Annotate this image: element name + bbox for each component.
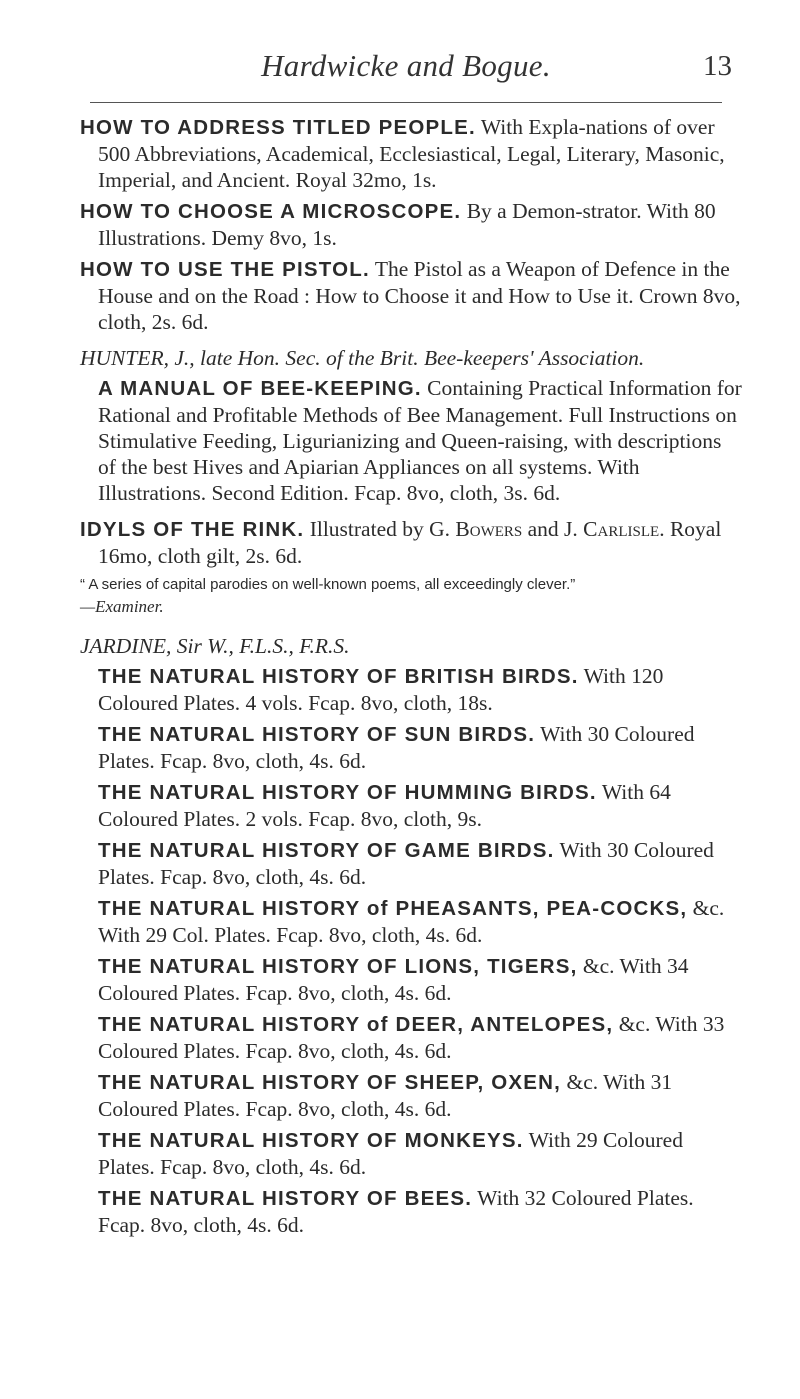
author-heading: JARDINE, Sir W., F.L.S., F.R.S. [80,634,350,658]
catalogue-entry [80,1185,742,1238]
catalogue-entry [80,837,742,890]
entry-description: With 120 Coloured Plates. 4 vols. Fcap. 8vo, cloth, 18s. [98,664,664,715]
catalogue-entry [80,895,742,948]
entry-title: HOW TO USE THE PISTOL. [80,258,370,281]
quote-text: “ A series of capital parodies on well-known poems, all exceedingly clever.” [80,576,576,593]
entry-description: &c. With 29 Col. Plates. Fcap. 8vo, cloth, 4s. 6d. [98,896,725,947]
entry-description: Containing Practical Information for Rational and Profitable Methods of Bee Management. Full Instructions on Stimulative Feeding, Ligurianizing and Queen-raising, with descriptions of the best Hives and Apiarian Appliances on all systems. With Illustrations. Second Edition. Fcap. 8vo, cloth, 3s. 6d. [98,376,742,505]
entry-description: &c. With 33 Coloured Plates. Fcap. 8vo, cloth, 4s. 6d. [98,1012,725,1063]
entry-title: HOW TO CHOOSE A MICROSCOPE. [80,200,462,223]
catalogue-entry [80,721,742,774]
entry-title: THE NATURAL HISTORY OF SUN BIRDS. [98,723,536,746]
catalogue-entry [80,779,742,832]
header-rule [90,102,722,103]
illustrator-name: Bowers [455,517,523,541]
catalogue-entry [80,198,742,251]
entry-title: IDYLS OF THE RINK. [80,518,305,541]
catalogue-entry: IDYLS OF THE RINK. Illustrated by G. Bowers and J. Carlisle. Royal 16mo, cloth gilt, 2s. 6d. [80,517,722,568]
catalogue-entry [80,114,742,193]
catalogue-entry [80,1069,742,1122]
entry-description: With 30 Coloured Plates. Fcap. 8vo, cloth, 4s. 6d. [98,838,714,889]
entry-title: THE NATURAL HISTORY OF HUMMING BIRDS. [98,781,597,804]
entry-description: With 30 Coloured Plates. Fcap. 8vo, cloth, 4s. 6d. [98,722,695,773]
entry-description: By a Demon-strator. With 80 Illustrations. Demy 8vo, 1s. [98,199,716,250]
catalogue-entry [80,256,742,335]
catalogue-entry [80,1127,742,1180]
jardine-list [80,663,742,1238]
entry-description: &c. With 34 Coloured Plates. Fcap. 8vo, cloth, 4s. 6d. [98,954,689,1005]
entry-title: THE NATURAL HISTORY OF MONKEYS. [98,1129,524,1152]
quote-source: —Examiner. [80,597,164,616]
page-number: 13 [703,50,732,82]
running-head: Hardwicke and Bogue. [261,48,551,83]
entry-title: THE NATURAL HISTORY OF GAME BIRDS. [98,839,555,862]
entry-description: With 32 Coloured Plates. Fcap. 8vo, cloth, 4s. 6d. [98,1186,694,1237]
entry-title: THE NATURAL HISTORY OF LIONS, TIGERS, [98,955,578,978]
entry-description: With 29 Coloured Plates. Fcap. 8vo, cloth, 4s. 6d. [98,1128,683,1179]
entry-title: A MANUAL OF BEE-KEEPING. [98,377,422,400]
entry-title: THE NATURAL HISTORY of PHEASANTS, PEA-COCKS, [98,897,688,920]
entry-description: With Expla-nations of over 500 Abbreviations, Academical, Ecclesiastical, Legal, Literary, Masonic, Imperial, and Ancient. Royal 32mo, 1s. [98,115,725,192]
catalogue-entry [80,1011,742,1064]
entry-title: THE NATURAL HISTORY of DEER, ANTELOPES, [98,1013,614,1036]
catalogue-entry [80,663,742,716]
entry-description: The Pistol as a Weapon of Defence in the House and on the Road : How to Choose it and How to Use it. Crown 8vo, cloth, 2s. 6d. [98,257,741,334]
entry-title: THE NATURAL HISTORY OF BEES. [98,1187,473,1210]
catalogue-entry [80,375,742,506]
entry-title: HOW TO ADDRESS TITLED PEOPLE. [80,116,476,139]
catalogue-listing [80,114,742,1243]
entry-title: THE NATURAL HISTORY OF BRITISH BIRDS. [98,665,579,688]
entry-description: &c. With 31 Coloured Plates. Fcap. 8vo, cloth, 4s. 6d. [98,1070,673,1121]
page-header [90,48,732,100]
illustrator-name: Carlisle [583,517,660,541]
catalogue-entry [80,953,742,1006]
entry-description: With 64 Coloured Plates. 2 vols. Fcap. 8vo, cloth, 9s. [98,780,671,831]
entry-title: THE NATURAL HISTORY OF SHEEP, OXEN, [98,1071,562,1094]
review-quote [80,574,742,619]
author-heading: HUNTER, J., late Hon. Sec. of the Brit. Bee-keepers' Association. [80,346,645,370]
